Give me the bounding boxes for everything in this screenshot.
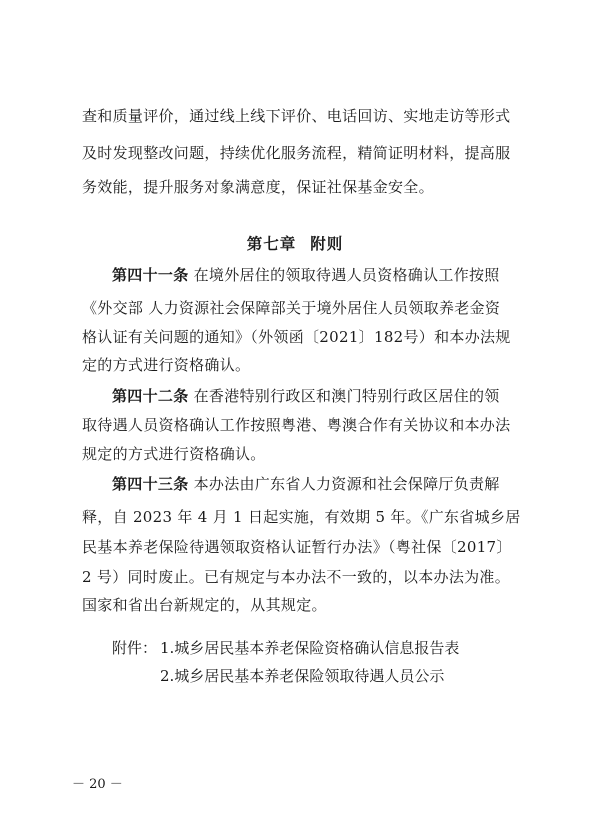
intro-line-1: 查和质量评价，通过线上线下评价、电话回访、实地走访等形式 bbox=[82, 107, 511, 125]
attachment-item-1: 1.城乡居民基本养老保险资格确认信息报告表 bbox=[160, 639, 460, 657]
article-41-line-2: 《外交部 人力资源社会保障部关于境外居住人员领取养老金资 bbox=[82, 299, 501, 317]
attachment-item-2: 2.城乡居民基本养老保险领取待遇人员公示 bbox=[160, 667, 445, 685]
article-43-line-2: 释，自 2023 年 4 月 1 日起实施，有效期 5 年。《广东省城乡居 bbox=[82, 508, 521, 526]
intro-line-2: 及时发现整改问题，持续优化服务流程，精简证明材料，提高服 bbox=[82, 144, 511, 162]
intro-line-3: 务效能，提升服务对象满意度，保证社保基金安全。 bbox=[82, 178, 434, 196]
article-42-text: 在香港特别行政区和澳门特别行政区居住的领 bbox=[193, 387, 500, 405]
chapter-number: 第七章 bbox=[246, 234, 297, 253]
article-41-label: 第四十一条 bbox=[112, 266, 189, 284]
article-43-line-3: 民基本养老保险待遇领取资格认证暂行办法》（粤社保〔2017〕 bbox=[82, 538, 512, 556]
article-41-text: 在境外居住的领取待遇人员资格确认工作按照 bbox=[193, 266, 500, 284]
article-43-line-5: 国家和省出台新规定的，从其规定。 bbox=[82, 596, 327, 614]
page-number: － 20 － bbox=[72, 777, 123, 792]
article-42-line-2: 取待遇人员资格确认工作按照粤港、粤澳合作有关协议和本办法 bbox=[82, 416, 511, 434]
chapter-title: 附则 bbox=[310, 234, 344, 253]
article-41-line-3: 格认证有关问题的通知》（外领函〔2021〕182号）和本办法规 bbox=[82, 328, 511, 346]
article-43-text: 本办法由广东省人力资源和社会保障厅负责解 bbox=[193, 475, 500, 493]
article-41-line-4: 定的方式进行资格确认。 bbox=[82, 356, 251, 374]
chapter-heading bbox=[0, 233, 590, 255]
article-43-label: 第四十三条 bbox=[112, 475, 189, 493]
article-42-label: 第四十二条 bbox=[112, 387, 189, 405]
article-43-line-4: 2 号）同时废止。已有规定与本办法不一致的，以本办法为准。 bbox=[82, 568, 511, 586]
article-41-first-line bbox=[112, 264, 522, 286]
article-42-first-line bbox=[112, 385, 522, 407]
article-42-line-3: 规定的方式进行资格确认。 bbox=[82, 445, 266, 463]
attachments-label: 附件： bbox=[112, 639, 158, 657]
article-43-first-line bbox=[112, 473, 522, 495]
